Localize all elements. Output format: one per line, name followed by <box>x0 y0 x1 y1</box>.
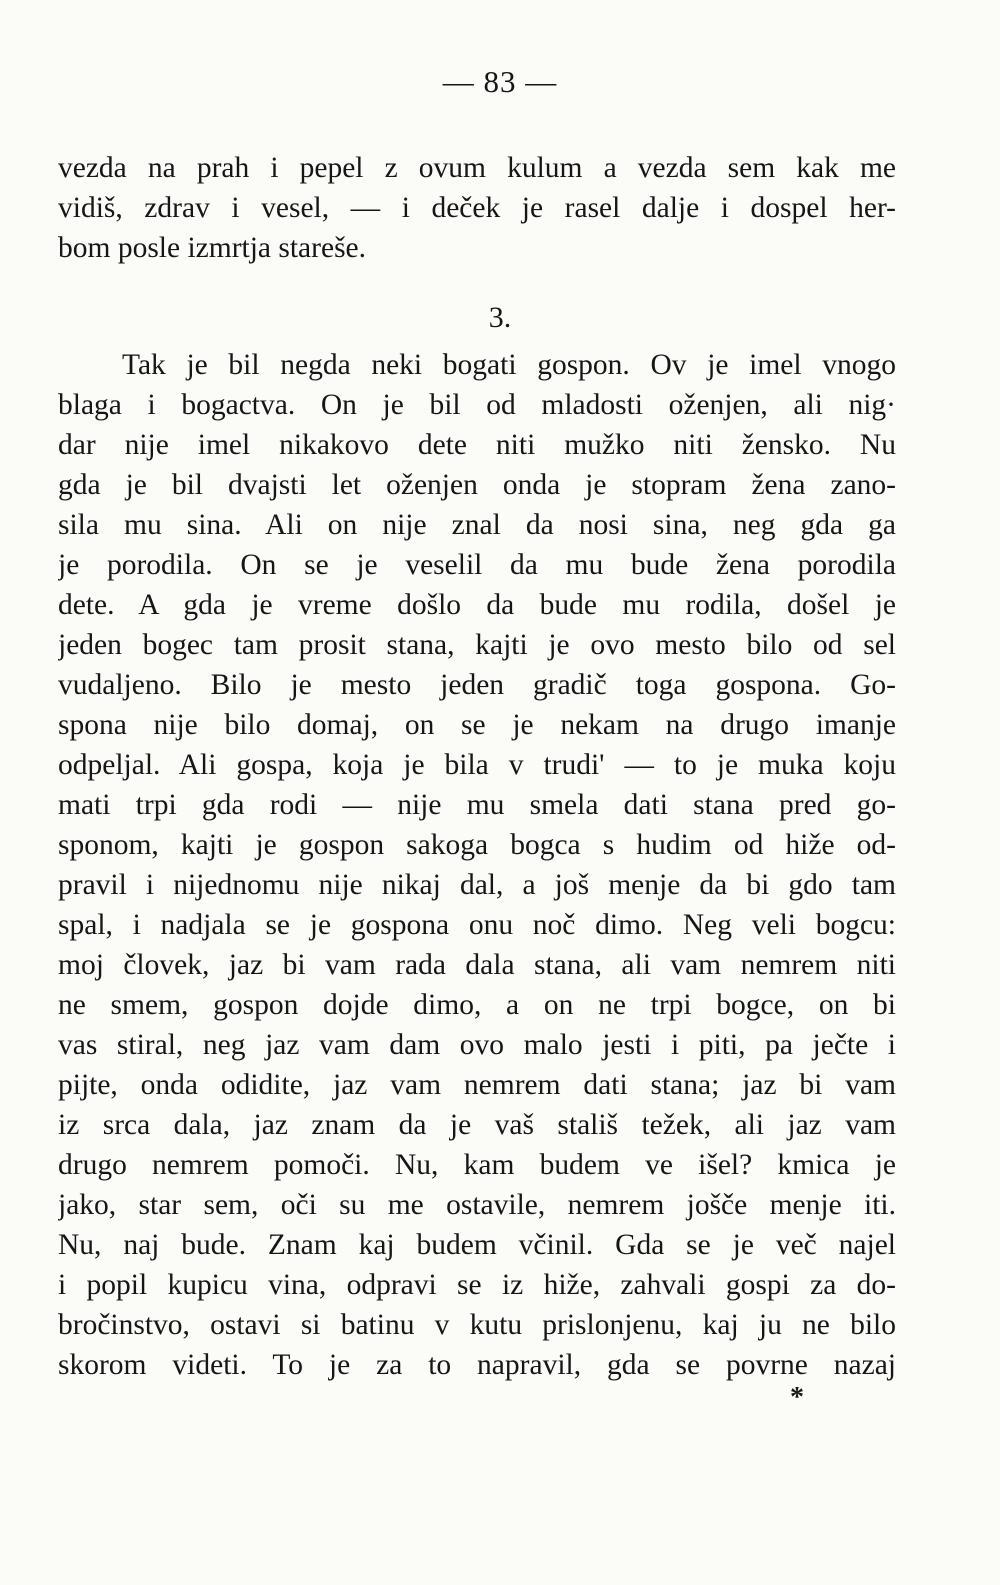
text-line: vidiš, zdrav i vesel, — i deček je rasel dalje i dospel her- <box>58 192 896 224</box>
text-line: bom posle izmrtja stareše. <box>58 232 367 264</box>
section-number: 3. <box>488 301 512 334</box>
text-line: pijte, onda odidite, jaz vam nemrem dati stana; jaz bi vam <box>58 1069 896 1101</box>
text-line: mati trpi gda rodi — nije mu smela dati stana pred go- <box>58 789 896 821</box>
text-line: jako, star sem, oči su me ostavile, nemrem jošče menje iti. <box>58 1189 896 1221</box>
text-line: odpeljal. Ali gospa, koja je bila v trudi' — to je muka koju <box>58 749 896 781</box>
text-line: i popil kupicu vina, odpravi se iz hiže, zahvali gospi za do- <box>58 1269 896 1301</box>
text-line: iz srca dala, jaz znam da je vaš stališ težek, ali jaz vam <box>58 1109 896 1141</box>
text-line: je porodila. On se je veselil da mu bude žena porodila <box>58 549 896 581</box>
text-line: dar nije imel nikakovo dete niti mužko niti žensko. Nu <box>58 429 896 461</box>
text-line: sponom, kajti je gospon sakoga bogca s hudim od hiže od- <box>58 829 896 861</box>
text-line: blaga i bogactva. On je bil od mladosti oženjen, ali nig· <box>58 389 896 421</box>
text-line: vezda na prah i pepel z ovum kulum a vezda sem kak me <box>58 152 896 184</box>
text-line: gda je bil dvajsti let oženjen onda je stopram žena zano- <box>58 469 896 501</box>
text-line: spona nije bilo domaj, on se je nekam na drugo imanje <box>58 709 896 741</box>
text-line: spal, i nadjala se je gospona onu noč dimo. Neg veli bogcu: <box>58 909 896 941</box>
text-line: moj človek, jaz bi vam rada dala stana, ali vam nemrem niti <box>58 949 896 981</box>
text-line: pravil i nijednomu nije nikaj dal, a još menje da bi gdo tam <box>58 869 896 901</box>
text-line: vudaljeno. Bilo je mesto jeden gradič toga gospona. Go- <box>58 669 896 701</box>
page-number: — 83 — <box>442 64 558 99</box>
text-line: vas stiral, neg jaz vam dam ovo malo jesti i piti, pa ječte i <box>58 1029 896 1061</box>
text-line: Nu, naj bude. Znam kaj budem včinil. Gda se je več najel <box>58 1229 896 1261</box>
text-line: skorom videti. To je za to napravil, gda se povrne nazaj <box>58 1349 896 1381</box>
footer-asterisk: * <box>790 1382 804 1413</box>
text-line: jeden bogec tam prosit stana, kajti je ovo mesto bilo od sel <box>58 629 896 661</box>
section-paragraph <box>58 345 896 1385</box>
text-line: ne smem, gospon dojde dimo, a on ne trpi bogce, on bi <box>58 989 896 1021</box>
text-line: dete. A gda je vreme došlo da bude mu rodila, došel je <box>58 589 896 621</box>
text-line: sila mu sina. Ali on nije znal da nosi sina, neg gda ga <box>58 509 896 541</box>
text-line: drugo nemrem pomoči. Nu, kam budem ve išel? kmica je <box>58 1149 896 1181</box>
text-line: bročinstvo, ostavi si batinu v kutu prislonjenu, kaj ju ne bilo <box>58 1309 896 1341</box>
text-line: Tak je bil negda neki bogati gospon. Ov je imel vnogo <box>122 349 896 381</box>
top-paragraph <box>58 148 896 268</box>
